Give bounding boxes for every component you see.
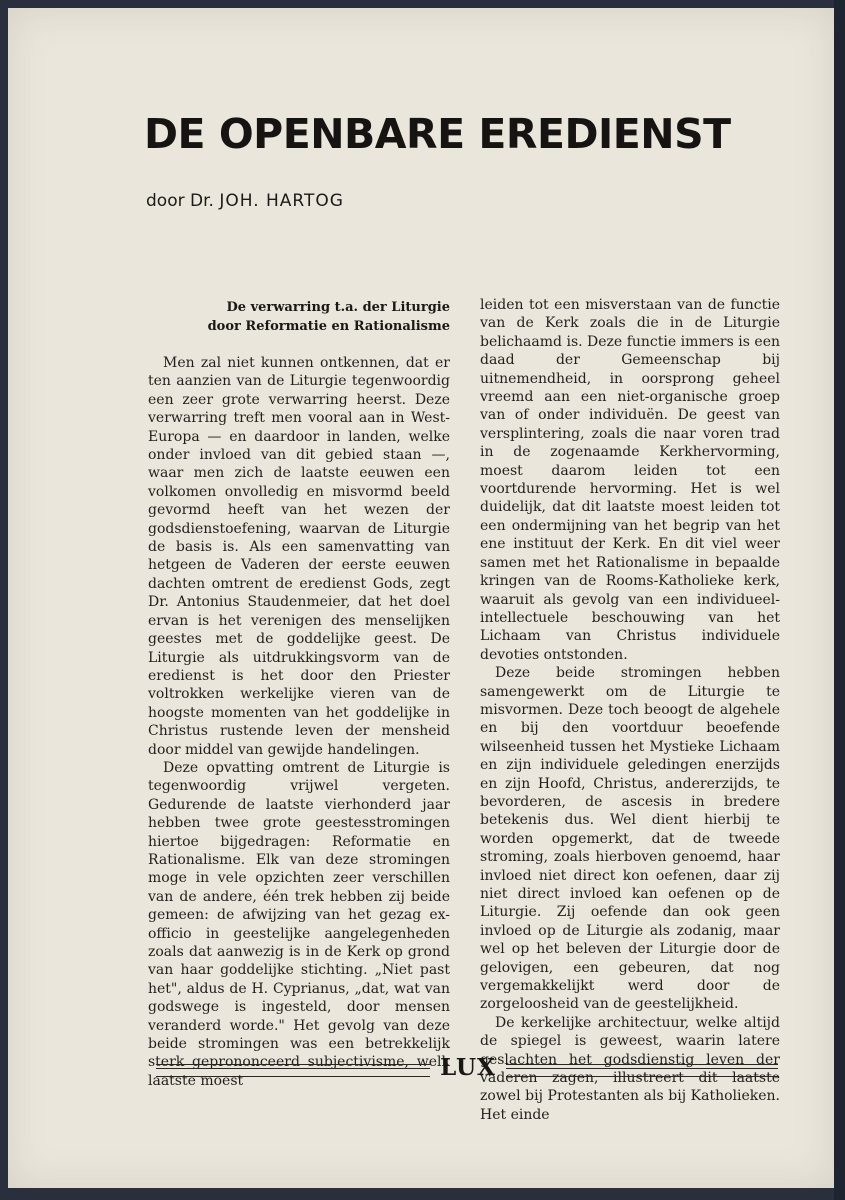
footer-rule-right — [506, 1064, 778, 1077]
section-heading-line-2: door Reformatie en Rationalisme — [207, 319, 450, 334]
paragraph: leiden tot een misverstaan van de functie van de Kerk zoals die in de Liturgie belichaamd is. Deze functie immers is een daad der Gemeenschap bij uitnemendheid, in oorsprong geheel vreemd aan een niet-organische groep van of onder individuën. De geest van versplintering, zoals die naar voren trad in de zogenaamde Kerkhervorming, moest daarom leiden tot een voortdurende hervorming. Het is wel duidelijk, dat dit laatste moest leiden tot een ondermijning van het begrip van het ene instituut der Kerk. En dit viel weer samen met het Rationalisme in bepaalde kringen van de Rooms-Katholieke kerk, waaruit als gevolg van een individueel-intellectuele beschouwing van het Lichaam van Christus individuele devoties ontstonden. — [480, 297, 780, 663]
right-column — [480, 296, 780, 1124]
author-name: JOH. HARTOG — [219, 191, 344, 211]
paragraph: Deze beide stromingen hebben samengewerkt om de Liturgie te misvormen. Deze toch beoogt de algehele en bij den voortduur beoefende wilseenheid tussen het Mystieke Lichaam en zijn individuele geledingen enerzijds en zijn Hoofd, Christus, andererzijds, te bevorderen, de ascesis in bredere betekenis dus. Wel dient hierbij te worden opgemerkt, dat de tweede stroming, zoals hierboven genoemd, haar invloed niet direct kon oefenen, daar zij niet direct invloed kan oefenen op de Liturgie. Zij oefende dan ook geen invloed op de Liturgie als zodanig, maar wel op het beleven der Liturgie door de gelovigen, een gebeuren, dat nog vergemakkelijkt werd door de zorgeloosheid van de geestelijkheid. — [480, 665, 780, 1013]
section-heading — [148, 298, 450, 336]
byline-prefix: door Dr. — [146, 191, 214, 211]
byline — [146, 191, 344, 211]
page-edge — [834, 0, 845, 1200]
magazine-page — [8, 8, 834, 1188]
article-title: DE OPENBARE EREDIENST — [144, 110, 731, 158]
left-column — [148, 354, 450, 1090]
section-heading-line-1: De verwarring t.a. der Liturgie — [226, 300, 450, 315]
paragraph: Deze opvatting omtrent de Liturgie is tegenwoordig vrijwel vergeten. Gedurende de laatste vierhonderd jaar hebben twee grote geestesstromingen hiertoe bijgedragen: Reformatie en Rationalisme. Elk van deze stromingen moge in vele opzichten zeer verschillen van de andere, één trek hebben zij beide gemeen: de afwijzing van het gezag ex-officio in geestelijke aangelegenheden zoals dat aanwezig is in de Kerk op grond van haar goddelijke stichting. „Niet past het", aldus de H. Cyprianus, „dat, wat van godswege is ingesteld, door mensen veranderd worde." Het gevolg van deze beide stromingen was een betrekkelijk sterk geprononceerd subjectivisme, welk laatste moest — [148, 759, 450, 1089]
paragraph: De kerkelijke architectuur, welke altijd de spiegel is geweest, waarin latere geslachten het godsdienstig leven der vaderen zagen, illustreert dit laatste zowel bij Protestanten als bij Katholieken. Het einde — [480, 1014, 780, 1123]
footer-logo: LUX — [440, 1054, 496, 1081]
paragraph: Men zal niet kunnen ontkennen, dat er ten aanzien van de Liturgie tegenwoordig een zeer grote verwarring heerst. Deze verwarring treft men vooral aan in West-Europa — en daardoor in landen, welke onder invloed van dit gebied staan —, waar men zich de laatste eeuwen een volkomen onvolledig en misvormd beeld gevormd heeft van het wezen der godsdienstoefening, waarvan de Liturgie de basis is. Als een samenvatting van hetgeen de Vaderen der eerste eeuwen dachten omtrent de eredienst Gods, zegt Dr. Antonius Staudenmeier, dat het doel ervan is het verenigen des menselijken geestes met de goddelijke geest. De Liturgie als uitdrukkingsvorm van de eredienst is het door den Priester voltrokken werkelijke vieren van de hoogste momenten van het goddelijke in Christus rustende leven der mensheid door middel van gewijde handelingen. — [148, 355, 450, 758]
footer-rule-left — [156, 1064, 430, 1077]
